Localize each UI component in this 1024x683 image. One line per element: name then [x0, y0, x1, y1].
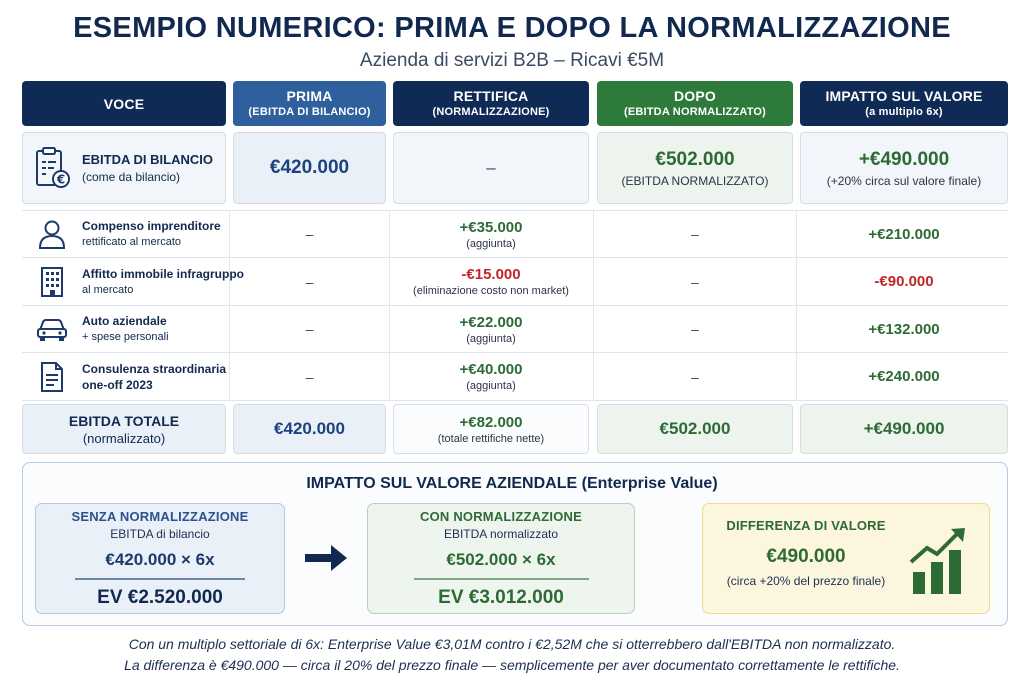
row-auto-prima: –	[305, 321, 314, 337]
box-differenza-valore: DIFFERENZA DI VALORE €490.000 (circa +20% del prezzo finale)	[702, 503, 990, 614]
document-icon	[34, 359, 70, 395]
row-compenso-impatto: +€210.000	[868, 225, 940, 243]
row-affitto-dopo: –	[691, 273, 699, 290]
row-ebitda-bilancio-dopo: €502.000 (EBITDA NORMALIZZATO)	[597, 132, 793, 204]
row-consulenza-label: Consulenza straordinaria one-off 2023	[34, 354, 226, 399]
growth-chart-icon	[907, 526, 969, 603]
total-rettifica: +€82.000 (totale rettifiche nette)	[393, 404, 589, 454]
panel-title: IMPATTO SUL VALORE AZIENDALE (Enterprise Value)	[306, 475, 718, 492]
page-subtitle: Azienda di servizi B2B – Ricavi €5M	[359, 50, 665, 71]
total-dopo: €502.000	[597, 404, 793, 454]
footer-line-1: Con un multiplo settoriale di 6x: Enterprise Value €3,01M contro i €2,52M che si otterrebbero dall'EBITDA non normalizzato.	[128, 636, 896, 652]
row-compenso-prima: –	[305, 226, 314, 242]
row-compenso-label: Compenso imprenditore rettificato al mercato	[34, 212, 221, 256]
box-senza-normalizzazione: SENZA NORMALIZZAZIONE EBITDA di bilancio €420.000 × 6x EV €2.520.000	[35, 503, 285, 614]
row-ebitda-bilancio-prima: €420.000	[233, 132, 386, 204]
car-icon	[34, 311, 70, 347]
row-ebitda-bilancio-rettifica: –	[393, 132, 589, 204]
footer-line-2: La differenza è €490.000 — circa il 20% del prezzo finale — semplicemente per aver documentato correttamente le rettifiche.	[124, 657, 900, 673]
row-affitto-prima: –	[305, 273, 314, 290]
person-icon	[34, 216, 70, 252]
box-con-normalizzazione: CON NORMALIZZAZIONE EBITDA normalizzato €502.000 × 6x EV €3.012.000	[367, 503, 635, 614]
building-icon	[34, 264, 70, 300]
header-rettifica: RETTIFICA (NORMALIZZAZIONE)	[393, 81, 589, 126]
clipboard-euro-icon	[34, 150, 70, 186]
row-ebitda-bilancio-label: € EBITDA DI BILANCIO (come da bilancio)	[34, 140, 213, 196]
svg-text:€: €	[56, 172, 66, 187]
row-auto-label: Auto aziendale + spese personali	[34, 307, 169, 351]
header-prima: PRIMA (EBITDA DI BILANCIO)	[233, 81, 386, 126]
row-compenso-rettifica: +€35.000 (aggiunta)	[459, 218, 523, 250]
arrow-right-icon	[300, 540, 352, 576]
total-label: EBITDA TOTALE (normalizzato)	[22, 404, 226, 454]
row-consulenza-impatto: +€240.000	[868, 368, 940, 385]
row-affitto-impatto: -€90.000	[874, 273, 934, 290]
total-prima: €420.000	[233, 404, 386, 454]
row-auto-dopo: –	[691, 321, 699, 337]
header-dopo: DOPO (EBITDA NORMALIZZATO)	[597, 81, 793, 126]
row-compenso-dopo: –	[691, 226, 699, 242]
header-impatto: IMPATTO SUL VALORE (a multiplo 6x)	[800, 81, 1008, 126]
row-consulenza-prima: –	[305, 368, 314, 385]
total-impatto: +€490.000	[800, 404, 1008, 454]
row-consulenza-dopo: –	[691, 368, 699, 385]
row-affitto-rettifica: -€15.000 (eliminazione costo non market)	[413, 266, 569, 297]
row-consulenza-rettifica: +€40.000 (aggiunta)	[459, 361, 523, 392]
header-voce: VOCE	[22, 81, 226, 126]
row-auto-impatto: +€132.000	[868, 320, 940, 338]
row-ebitda-bilancio-impatto: +€490.000 (+20% circa sul valore finale)	[800, 132, 1008, 204]
page-title: ESEMPIO NUMERICO: PRIMA E DOPO LA NORMALIZZAZIONE	[73, 12, 951, 44]
row-affitto-label: Affitto immobile infragruppo al mercato	[34, 259, 244, 304]
row-auto-rettifica: +€22.000 (aggiunta)	[459, 313, 523, 345]
